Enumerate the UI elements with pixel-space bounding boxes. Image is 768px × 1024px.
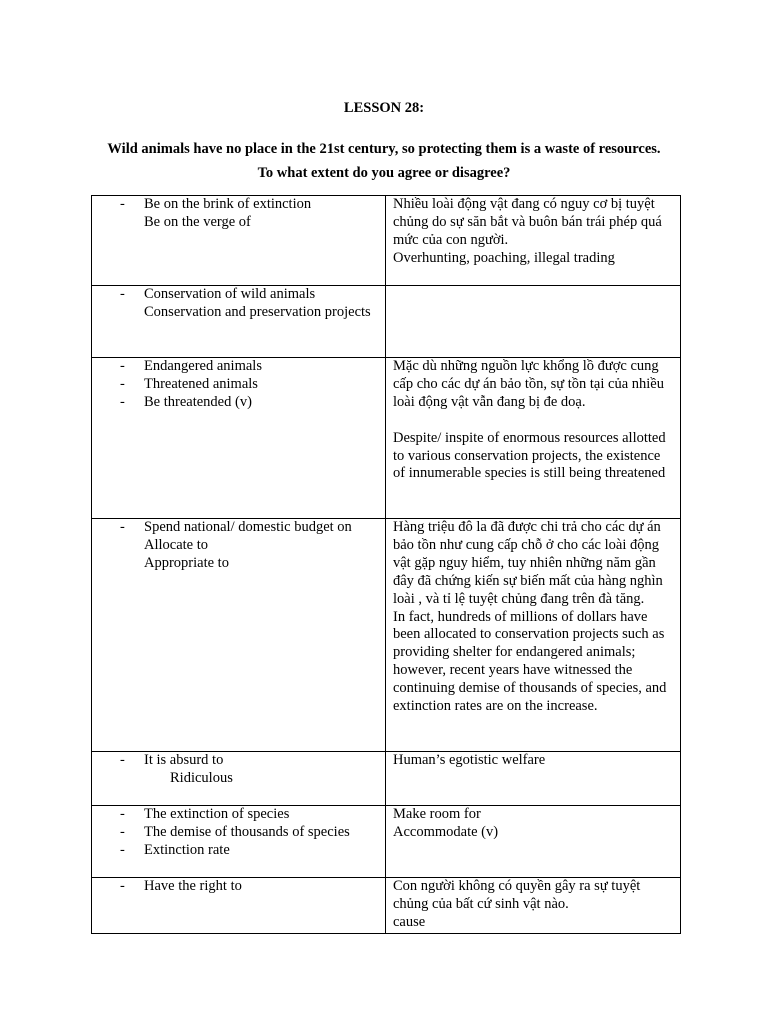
- table-cell-notes: [386, 752, 681, 806]
- list-item: [92, 878, 385, 896]
- note-text: Despite/ inspite of enormous resources allotted to various conservation projects, the existence of innumerable species is still being threatened: [393, 429, 666, 482]
- term-text: The demise of thousands of species: [144, 823, 350, 840]
- table-row: [92, 806, 681, 878]
- bullet-dash: -: [120, 519, 125, 535]
- note-text: Mặc dù những nguồn lực khổng lồ được cung cấp cho các dự án bảo tồn, sự tồn tại của nhiều loài động vật vẫn đang bị đe doạ.: [393, 358, 664, 410]
- list-item: [92, 394, 385, 412]
- term-subline: Ridiculous: [170, 769, 233, 786]
- bullet-dash: -: [120, 375, 125, 392]
- note-text: Make room for: [393, 806, 481, 822]
- table-row: [92, 196, 681, 286]
- lesson-title: LESSON 28:: [343, 100, 425, 116]
- bullet-dash: -: [120, 752, 125, 768]
- bullet-dash: -: [120, 823, 125, 840]
- table-row: [92, 519, 681, 752]
- bullet-dash: -: [120, 878, 125, 894]
- table-cell-terms: [92, 286, 386, 358]
- list-item: [92, 806, 385, 824]
- term-subline: Appropriate to: [144, 554, 229, 571]
- table-cell-notes: [386, 286, 681, 358]
- table-row: [92, 752, 681, 806]
- term-subline: Be on the verge of: [144, 213, 251, 230]
- note-text: Nhiều loài động vật đang có nguy cơ bị tuyệt chủng do sự săn bắt và buôn bán trái phép quá mức của con người.: [393, 196, 662, 248]
- table-cell-notes: [386, 878, 681, 934]
- table-row: [92, 358, 681, 519]
- table-cell-notes: [386, 519, 681, 752]
- note-text: In fact, hundreds of millions of dollars have been allocated to conservation projects such as providing shelter for endangered animals; however, recent years have witnessed the continuing demise of thousands of species, and extinction rates are on the increase.: [393, 608, 667, 715]
- list-item: [92, 519, 385, 537]
- table-row: [92, 878, 681, 934]
- term-text: Endangered animals: [144, 358, 262, 374]
- table-cell-notes: [386, 196, 681, 286]
- table-row: [92, 286, 681, 358]
- table-cell-notes: [386, 358, 681, 519]
- term-text: Conservation of wild animals: [144, 286, 316, 302]
- term-text: The extinction of species: [144, 806, 290, 822]
- blank-line: [393, 412, 674, 430]
- bullet-dash: -: [120, 393, 125, 410]
- table-cell-notes: [386, 806, 681, 878]
- table-cell-terms: [92, 519, 386, 752]
- list-item: [92, 376, 385, 394]
- term-subline: Allocate to: [144, 536, 209, 553]
- list-item: [92, 752, 385, 770]
- bullet-dash: -: [120, 841, 125, 858]
- bullet-dash: -: [120, 196, 125, 212]
- vocabulary-table: [91, 195, 681, 934]
- term-text: Be on the brink of extinction: [144, 196, 312, 212]
- prompt-line-1: Wild animals have no place in the 21st century, so protecting them is a waste of resources.: [107, 141, 661, 157]
- term-subline: Conservation and preservation projects: [144, 303, 371, 320]
- list-item: [92, 196, 385, 214]
- table-cell-terms: [92, 806, 386, 878]
- prompt-line-2: To what extent do you agree or disagree?: [257, 165, 511, 181]
- term-text: Have the right to: [144, 878, 242, 894]
- table-cell-terms: [92, 196, 386, 286]
- table-cell-terms: [92, 358, 386, 519]
- table-cell-terms: [92, 878, 386, 934]
- table-cell-terms: [92, 752, 386, 806]
- term-text: Spend national/ domestic budget on: [144, 519, 352, 535]
- list-item: [92, 358, 385, 376]
- note-text: cause: [393, 913, 426, 930]
- term-text: Threatened animals: [144, 375, 258, 392]
- bullet-dash: -: [120, 806, 125, 822]
- note-text: Con người không có quyền gây ra sự tuyệt chủng của bất cứ sinh vật nào.: [393, 878, 641, 912]
- note-text: Accommodate (v): [393, 823, 499, 840]
- term-text: Be threatended (v): [144, 393, 252, 410]
- term-text: Extinction rate: [144, 841, 230, 858]
- note-text: Hàng triệu đô la đã được chi trả cho các dự án bảo tồn như cung cấp chỗ ở cho các loài động vật gặp nguy hiểm, tuy nhiên những năm gần đây đã chứng kiến sự biến mất của hàng nghìn loài , và tỉ lệ tuyệt chủng đang trên đà tăng.: [393, 519, 663, 607]
- note-text: Human’s egotistic welfare: [393, 752, 546, 768]
- list-item: [92, 842, 385, 860]
- list-item: [92, 286, 385, 304]
- bullet-dash: -: [120, 286, 125, 302]
- essay-prompt: [40, 137, 728, 185]
- note-text: Overhunting, poaching, illegal trading: [393, 249, 615, 266]
- list-item: [92, 824, 385, 842]
- term-text: It is absurd to: [144, 752, 224, 768]
- bullet-dash: -: [120, 358, 125, 374]
